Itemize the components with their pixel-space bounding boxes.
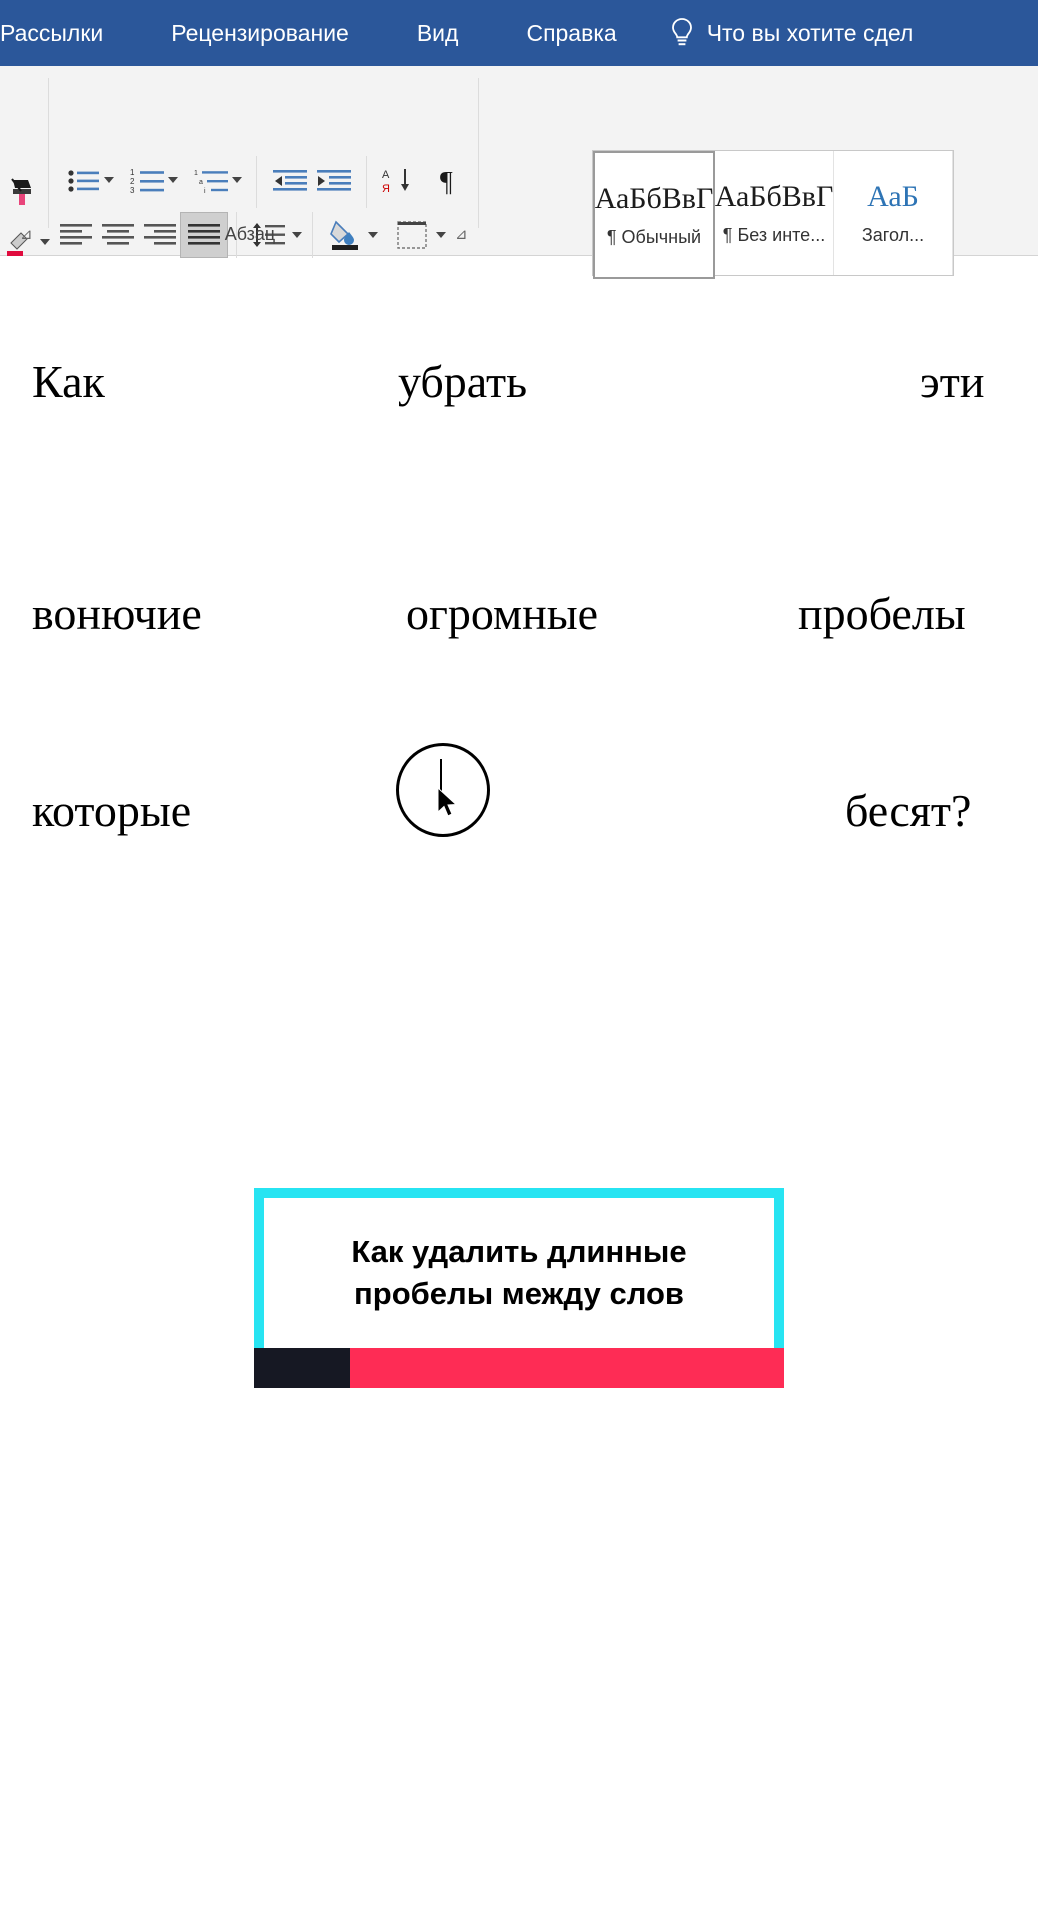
increase-indent-button[interactable] xyxy=(312,162,356,200)
font-dialog-launcher[interactable]: ⊿ xyxy=(20,226,33,243)
caption-dark-layer xyxy=(254,1348,350,1388)
svg-text:Я: Я xyxy=(382,183,390,195)
chevron-down-icon[interactable] xyxy=(36,234,54,250)
style-name: Загол... xyxy=(861,225,925,245)
ribbon-divider xyxy=(48,78,49,228)
ribbon-divider xyxy=(478,78,479,228)
svg-text:1: 1 xyxy=(194,170,198,177)
document-word: огромные xyxy=(406,588,599,639)
style-item-normal[interactable] xyxy=(593,151,715,279)
svg-text:1: 1 xyxy=(130,168,135,177)
tab-view[interactable]: Вид xyxy=(416,20,459,46)
tab-review[interactable]: Рецензирование xyxy=(171,20,349,46)
style-sample: АаБбВвГ xyxy=(714,180,834,213)
tell-me-label: Что вы хотите сдел xyxy=(706,20,914,46)
ribbon-divider xyxy=(366,156,367,208)
multilevel-chevron-down-icon[interactable] xyxy=(228,166,246,194)
align-center-button[interactable] xyxy=(96,216,140,254)
decrease-indent-button[interactable] xyxy=(268,162,312,200)
borders-button[interactable] xyxy=(390,216,434,254)
style-name: ¶ Без инте... xyxy=(722,225,826,245)
svg-text:i: i xyxy=(204,188,206,194)
show-formatting-marks-button[interactable] xyxy=(428,162,472,200)
caption-text-box xyxy=(264,1198,774,1348)
bullets-chevron-down-icon[interactable] xyxy=(100,166,118,194)
lightbulb-icon xyxy=(671,18,693,48)
document-word: убрать xyxy=(398,356,528,407)
caption-line-2: пробелы между слов xyxy=(354,1276,684,1311)
document-word: которые xyxy=(32,785,192,836)
document-word: эти xyxy=(920,356,985,407)
style-item-heading[interactable] xyxy=(834,151,953,275)
ribbon-tab-bar xyxy=(0,0,1038,66)
caption-card xyxy=(254,1188,784,1388)
svg-text:¶: ¶ xyxy=(440,167,453,196)
svg-text:a: a xyxy=(199,179,203,186)
caption-line-1: Как удалить длинные xyxy=(351,1234,687,1270)
caption-pink-layer xyxy=(350,1348,784,1388)
svg-text:2: 2 xyxy=(130,177,135,186)
svg-text:3: 3 xyxy=(130,186,135,194)
numbering-chevron-down-icon[interactable] xyxy=(164,166,182,194)
ribbon-body xyxy=(0,66,1038,256)
align-left-button[interactable] xyxy=(54,216,98,254)
styles-gallery[interactable] xyxy=(592,150,954,276)
document-word: бесят? xyxy=(845,785,972,836)
tab-mailings[interactable]: Рассылки xyxy=(0,20,104,46)
document-word: Как xyxy=(32,356,105,407)
borders-chevron-down-icon[interactable] xyxy=(432,222,450,248)
svg-text:А: А xyxy=(382,169,390,181)
mouse-pointer-icon xyxy=(437,787,459,821)
tab-help[interactable]: Справка xyxy=(526,20,617,46)
document-word: вонючие xyxy=(32,588,202,639)
paragraph-group-label: Абзац xyxy=(224,224,276,244)
style-sample: АаБбВвГ xyxy=(594,182,714,215)
format-painter-button[interactable] xyxy=(2,170,46,214)
shading-chevron-down-icon[interactable] xyxy=(364,222,382,248)
style-name: ¶ Обычный xyxy=(606,227,702,247)
document-word: пробелы xyxy=(798,588,966,639)
ribbon-divider xyxy=(256,156,257,208)
sort-button[interactable] xyxy=(376,162,420,200)
paragraph-dialog-launcher[interactable]: ⊿ xyxy=(455,226,468,243)
tell-me-box[interactable] xyxy=(651,0,914,66)
document-page[interactable] xyxy=(0,322,1038,1920)
style-sample: АаБ xyxy=(867,180,919,213)
style-item-no-spacing[interactable] xyxy=(715,151,834,275)
